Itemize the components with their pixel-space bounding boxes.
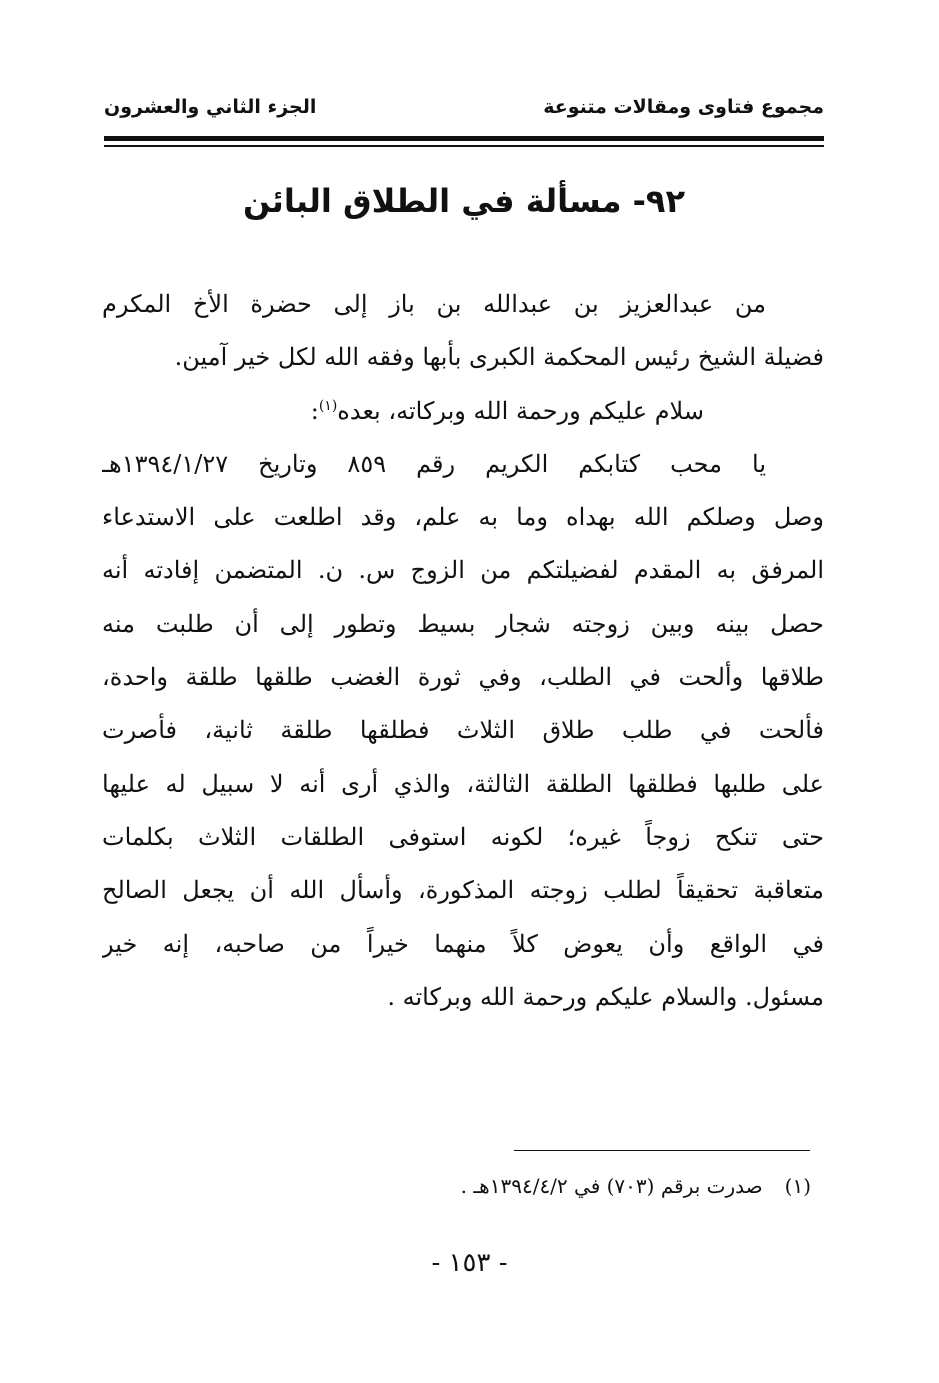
footnote-text: صدرت برقم (٧٠٣) في ١٣٩٤/٤/٢هـ . bbox=[460, 1174, 763, 1198]
body-line: حتى تنكح زوجاً غيره؛ لكونه استوفى الطلقات الثلاث بكلمات bbox=[102, 822, 824, 851]
body-line: في الواقع وأن يعوض كلاً منهما خيراً من صاحبه، إنه خير bbox=[102, 929, 824, 958]
body-line: فألحت في طلب طلاق الثلاث فطلقها طلقة ثانية، فأصرت bbox=[102, 716, 824, 745]
body-line: على طلبها فطلقها الطلقة الثالثة، والذي أرى أنه لا سبيل له عليها bbox=[102, 769, 824, 798]
body-line: مسئول. والسلام عليكم ورحمة الله وبركاته . bbox=[387, 982, 824, 1011]
volume-label: الجزء الثاني والعشرون bbox=[104, 96, 317, 118]
body-line: وصل وصلكم الله بهداه وما به علم، وقد اطلعت على الاستدعاء bbox=[102, 503, 824, 532]
footnote-reference: (١) bbox=[318, 397, 338, 414]
header-rule-thin bbox=[104, 145, 824, 147]
body-line: متعاقبة تحقيقاً لطلب زوجته المذكورة، وأسأل الله أن يجعل الصالح bbox=[102, 876, 824, 905]
chapter-title: ٩٢- مسألة في الطلاق البائن bbox=[243, 182, 685, 220]
footnote-number: (١) bbox=[784, 1174, 811, 1198]
body-line: حصل بينه وبين زوجته شجار بسيط وتطور إلى أن طلبت منه bbox=[102, 609, 824, 638]
body-text bbox=[102, 278, 824, 1024]
page-number: - ١٥٣ - bbox=[431, 1248, 508, 1278]
footnote bbox=[461, 1174, 811, 1198]
header-rule-thick bbox=[104, 136, 824, 141]
salutation-colon: : bbox=[310, 396, 319, 425]
body-line: يا محب كتابكم الكريم رقم ٨٥٩ وتاريخ ١٣٩٤/١/٢٧هـ bbox=[102, 449, 766, 478]
salutation-text: سلام عليكم ورحمة الله وبركاته، بعده bbox=[337, 396, 704, 425]
body-line: فضيلة الشيخ رئيس المحكمة الكبرى بأبها وفقه الله لكل خير آمين. bbox=[174, 343, 824, 372]
footnote-rule bbox=[514, 1150, 810, 1151]
body-line: من عبدالعزيز بن عبدالله بن باز إلى حضرة الأخ المكرم bbox=[102, 290, 766, 318]
running-header bbox=[104, 96, 824, 130]
body-line: طلاقها وألحت في الطلب، وفي ثورة الغضب طلقها طلقة واحدة، bbox=[102, 663, 824, 692]
book-title: مجموع فتاوى ومقالات متنوعة bbox=[543, 96, 824, 118]
body-line: المرفق به المقدم لفضيلتكم من الزوج س. ن. المتضمن إفادته أنه bbox=[102, 556, 824, 585]
salutation-line bbox=[102, 385, 824, 438]
